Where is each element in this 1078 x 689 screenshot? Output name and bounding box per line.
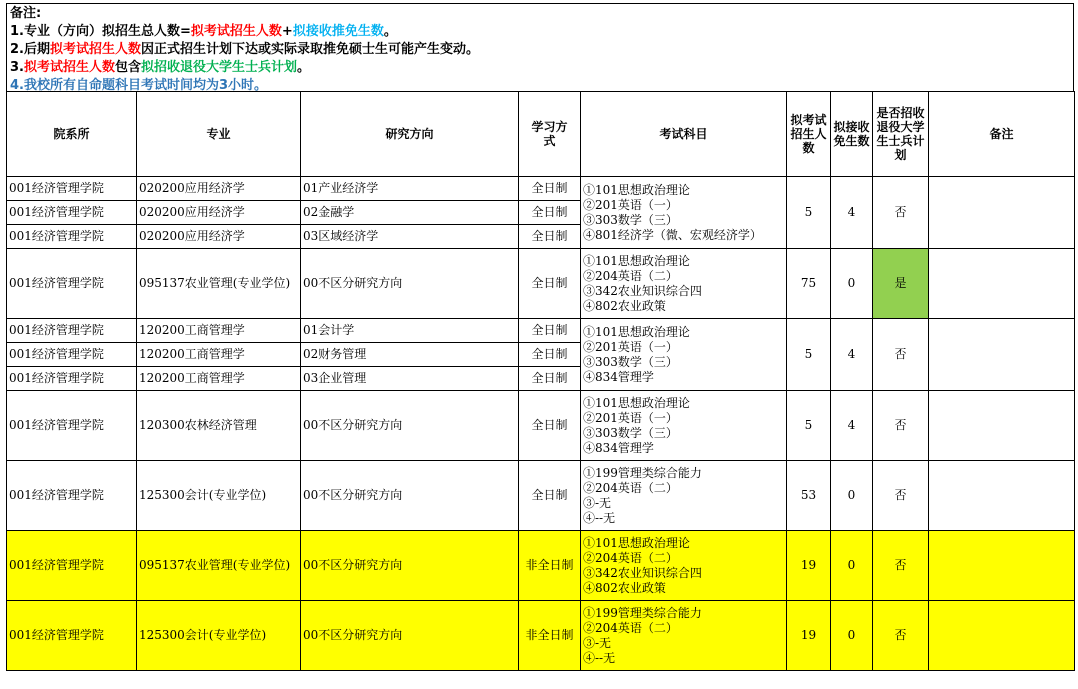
table-row	[7, 319, 1075, 343]
remark-cell	[929, 249, 1075, 319]
major-cell: 125300会计(专业学位)	[137, 461, 301, 531]
subject-item: ④834管理学	[583, 440, 654, 455]
header-mode: 学习方式	[519, 92, 581, 177]
dept-cell: 001经济管理学院	[7, 343, 137, 367]
dept-cell: 001经济管理学院	[7, 319, 137, 343]
note3-red: 拟考试招生人数	[23, 60, 115, 75]
exam-count-cell: 5	[787, 177, 831, 249]
mode-cell: 全日制	[519, 201, 581, 225]
major-cell: 020200应用经济学	[137, 177, 301, 201]
direction-cell: 02财务管理	[301, 343, 519, 367]
subject-item: ③303数学（三）	[583, 354, 678, 369]
note-line-2	[10, 41, 1070, 59]
mode-cell: 全日制	[519, 367, 581, 391]
note-line-4: 4.我校所有自命题科目考试时间均为3小时。	[10, 78, 268, 93]
dept-cell: 001经济管理学院	[7, 201, 137, 225]
subjects-cell	[581, 601, 787, 671]
exempt-count-cell: 4	[831, 391, 873, 461]
note3-mid: 包含	[115, 60, 142, 75]
subjects-cell	[581, 249, 787, 319]
direction-cell: 00不区分研究方向	[301, 461, 519, 531]
table-row	[7, 249, 1075, 319]
exam-count-cell: 19	[787, 531, 831, 601]
dept-cell: 001经济管理学院	[7, 249, 137, 319]
header-dept: 院系所	[7, 92, 137, 177]
subjects-cell	[581, 391, 787, 461]
exempt-count-cell: 0	[831, 461, 873, 531]
exam-count-cell: 5	[787, 391, 831, 461]
major-cell: 120200工商管理学	[137, 319, 301, 343]
table-row	[7, 601, 1075, 671]
note3-prefix: 3.	[10, 60, 24, 75]
direction-cell: 03区域经济学	[301, 225, 519, 249]
subject-item: ②201英语（一）	[583, 197, 678, 212]
veteran-cell: 否	[873, 391, 929, 461]
note1-prefix: 1.专业（方向）拟招生总人数=	[10, 24, 191, 39]
remark-cell	[929, 601, 1075, 671]
veteran-cell: 否	[873, 601, 929, 671]
exempt-count-cell: 0	[831, 249, 873, 319]
mode-cell: 非全日制	[519, 601, 581, 671]
subject-item: ①101思想政治理论	[583, 253, 690, 268]
note2-prefix: 2.后期	[10, 42, 50, 57]
note2-red: 拟考试招生人数	[49, 42, 141, 57]
note1-end: 。	[383, 24, 397, 39]
subject-item: ③-无	[583, 635, 612, 650]
remark-cell	[929, 531, 1075, 601]
exam-count-cell: 75	[787, 249, 831, 319]
subject-item: ①101思想政治理论	[583, 395, 690, 410]
subject-item: ②204英语（二）	[583, 480, 678, 495]
subject-item: ④--无	[583, 650, 616, 665]
dept-cell: 001经济管理学院	[7, 531, 137, 601]
mode-cell: 全日制	[519, 391, 581, 461]
header-exam-count: 拟考试招生人数	[787, 92, 831, 177]
subject-item: ①199管理类综合能力	[583, 465, 702, 480]
remark-cell	[929, 461, 1075, 531]
major-cell: 095137农业管理(专业学位)	[137, 531, 301, 601]
dept-cell: 001经济管理学院	[7, 461, 137, 531]
mode-cell: 全日制	[519, 461, 581, 531]
note3-end: 。	[297, 60, 311, 75]
dept-cell: 001经济管理学院	[7, 601, 137, 671]
subjects-cell	[581, 319, 787, 391]
dept-cell: 001经济管理学院	[7, 367, 137, 391]
note-line-1	[10, 23, 1070, 41]
admission-sheet	[6, 3, 1074, 671]
subject-item: ②201英语（一）	[583, 410, 678, 425]
mode-cell: 全日制	[519, 319, 581, 343]
veteran-cell: 否	[873, 319, 929, 391]
subject-item: ③303数学（三）	[583, 425, 678, 440]
exam-count-cell: 53	[787, 461, 831, 531]
subject-item: ②204英语（二）	[583, 550, 678, 565]
subject-item: ④834管理学	[583, 369, 654, 384]
dept-cell: 001经济管理学院	[7, 391, 137, 461]
direction-cell: 00不区分研究方向	[301, 601, 519, 671]
exam-count-cell: 5	[787, 319, 831, 391]
subject-item: ②204英语（二）	[583, 620, 678, 635]
major-cell: 120200工商管理学	[137, 367, 301, 391]
subject-item: ④802农业政策	[583, 580, 666, 595]
subject-item: ①101思想政治理论	[583, 324, 690, 339]
header-exempt-count: 拟接收免生数	[831, 92, 873, 177]
exempt-count-cell: 0	[831, 531, 873, 601]
major-cell: 120200工商管理学	[137, 343, 301, 367]
subject-item: ③303数学（三）	[583, 212, 678, 227]
subject-item: ④802农业政策	[583, 298, 666, 313]
subject-item: ①101思想政治理论	[583, 182, 690, 197]
notes-title: 备注:	[10, 6, 42, 21]
note-line-3	[10, 59, 1070, 77]
major-cell: 095137农业管理(专业学位)	[137, 249, 301, 319]
major-cell: 125300会计(专业学位)	[137, 601, 301, 671]
header-subjects: 考试科目	[581, 92, 787, 177]
subjects-cell	[581, 531, 787, 601]
remark-cell	[929, 319, 1075, 391]
subject-item: ①199管理类综合能力	[583, 605, 702, 620]
header-direction: 研究方向	[301, 92, 519, 177]
header-major: 专业	[137, 92, 301, 177]
major-cell: 120300农林经济管理	[137, 391, 301, 461]
table-row	[7, 461, 1075, 531]
subject-item: ④--无	[583, 510, 616, 525]
header-remark: 备注	[929, 92, 1075, 177]
table-row	[7, 531, 1075, 601]
admission-table	[6, 91, 1075, 671]
major-cell: 020200应用经济学	[137, 201, 301, 225]
dept-cell: 001经济管理学院	[7, 177, 137, 201]
table-row	[7, 177, 1075, 201]
note2-rest: 因正式招生计划下达或实际录取推免硕士生可能产生变动。	[141, 42, 480, 57]
exempt-count-cell: 0	[831, 601, 873, 671]
major-cell: 020200应用经济学	[137, 225, 301, 249]
subject-item: ③342农业知识综合四	[583, 565, 702, 580]
exempt-count-cell: 4	[831, 319, 873, 391]
veteran-cell: 是	[873, 249, 929, 319]
header-row	[7, 92, 1075, 177]
subject-item: ④801经济学（微、宏观经济学）	[583, 227, 762, 242]
veteran-cell: 否	[873, 531, 929, 601]
exam-count-cell: 19	[787, 601, 831, 671]
subject-item: ②204英语（二）	[583, 268, 678, 283]
note1-cyan: 拟接收推免生数	[292, 24, 384, 39]
note1-plus: +	[281, 24, 293, 39]
remark-cell	[929, 177, 1075, 249]
mode-cell: 全日制	[519, 249, 581, 319]
table-body	[7, 177, 1075, 671]
subject-item: ③342农业知识综合四	[583, 283, 702, 298]
direction-cell: 02金融学	[301, 201, 519, 225]
mode-cell: 非全日制	[519, 531, 581, 601]
mode-cell: 全日制	[519, 225, 581, 249]
header-veteran: 是否招收退役大学生士兵计划	[873, 92, 929, 177]
subject-item: ②201英语（一）	[583, 339, 678, 354]
direction-cell: 00不区分研究方向	[301, 531, 519, 601]
table-row	[7, 391, 1075, 461]
mode-cell: 全日制	[519, 343, 581, 367]
exempt-count-cell: 4	[831, 177, 873, 249]
notes-block	[6, 3, 1074, 91]
mode-cell: 全日制	[519, 177, 581, 201]
subjects-cell	[581, 177, 787, 249]
veteran-cell: 否	[873, 177, 929, 249]
direction-cell: 01产业经济学	[301, 177, 519, 201]
direction-cell: 03企业管理	[301, 367, 519, 391]
direction-cell: 00不区分研究方向	[301, 391, 519, 461]
subject-item: ①101思想政治理论	[583, 535, 690, 550]
dept-cell: 001经济管理学院	[7, 225, 137, 249]
remark-cell	[929, 391, 1075, 461]
subjects-cell	[581, 461, 787, 531]
note3-green: 拟招收退役大学生士兵计划	[141, 60, 298, 75]
note1-red: 拟考试招生人数	[190, 24, 282, 39]
veteran-cell: 否	[873, 461, 929, 531]
direction-cell: 01会计学	[301, 319, 519, 343]
direction-cell: 00不区分研究方向	[301, 249, 519, 319]
subject-item: ③-无	[583, 495, 612, 510]
